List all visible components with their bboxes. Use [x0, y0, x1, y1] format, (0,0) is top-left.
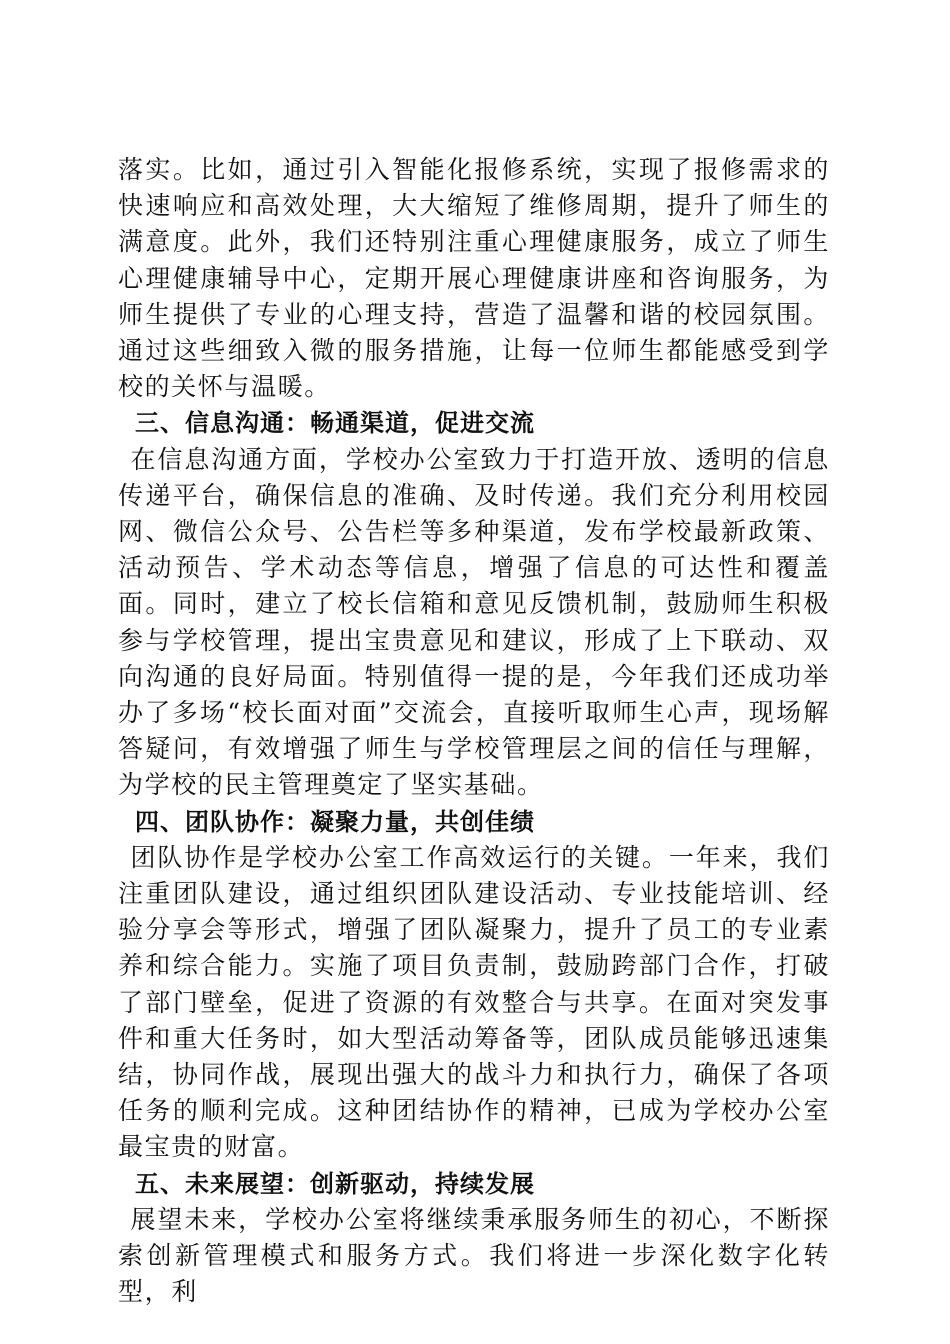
section-heading-communication: 三、信息沟通：畅通渠道，促进交流	[135, 409, 535, 438]
section-heading-outlook: 五、未来展望：创新驱动，持续发展	[135, 1169, 535, 1198]
paragraph-service-continuation: 落实。比如，通过引入智能化报修系统，实现了报修需求的快速响应和高效处理，大大缩短了维修周期，提升了师生的满意度。此外，我们还特别注重心理健康服务，成立了师生心理健康辅导中心，定期开展心理健康讲座和咨询服务，为师生提供了专业的心理支持，营造了温馨和谐的校园氛围。通过这些细致入微的服务措施，让每一位师生都能感受到学校的关怀与温暖。	[118, 155, 830, 402]
paragraph-outlook: 展望未来，学校办公室将继续秉承服务师生的初心，不断探索创新管理模式和服务方式。我们将进一步深化数字化转型，利	[118, 1204, 830, 1307]
paragraph-teamwork: 团队协作是学校办公室工作高效运行的关键。一年来，我们注重团队建设，通过组织团队建设活动、专业技能培训、经验分享会等形式，增强了团队凝聚力，提升了员工的专业素养和综合能力。实施了项目负责制，鼓励跨部门合作，打破了部门壁垒，促进了资源的有效整合与共享。在面对突发事件和重大任务时，如大型活动筹备等，团队成员能够迅速集结，协同作战，展现出强大的战斗力和执行力，确保了各项任务的顺利完成。这种团结协作的精神，已成为学校办公室最宝贵的财富。	[118, 842, 830, 1162]
section-heading-teamwork: 四、团队协作：凝聚力量，共创佳绩	[135, 807, 535, 836]
paragraph-communication: 在信息沟通方面，学校办公室致力于打造开放、透明的信息传递平台，确保信息的准确、及时传递。我们充分利用校园网、微信公众号、公告栏等多种渠道，发布学校最新政策、活动预告、学术动态等信息，增强了信息的可达性和覆盖面。同时，建立了校长信箱和意见反馈机制，鼓励师生积极参与学校管理，提出宝贵意见和建议，形成了上下联动、双向沟通的良好局面。特别值得一提的是，今年我们还成功举办了多场“校长面对面”交流会，直接听取师生心声，现场解答疑问，有效增强了师生与学校管理层之间的信任与理解，为学校的民主管理奠定了坚实基础。	[118, 444, 830, 800]
